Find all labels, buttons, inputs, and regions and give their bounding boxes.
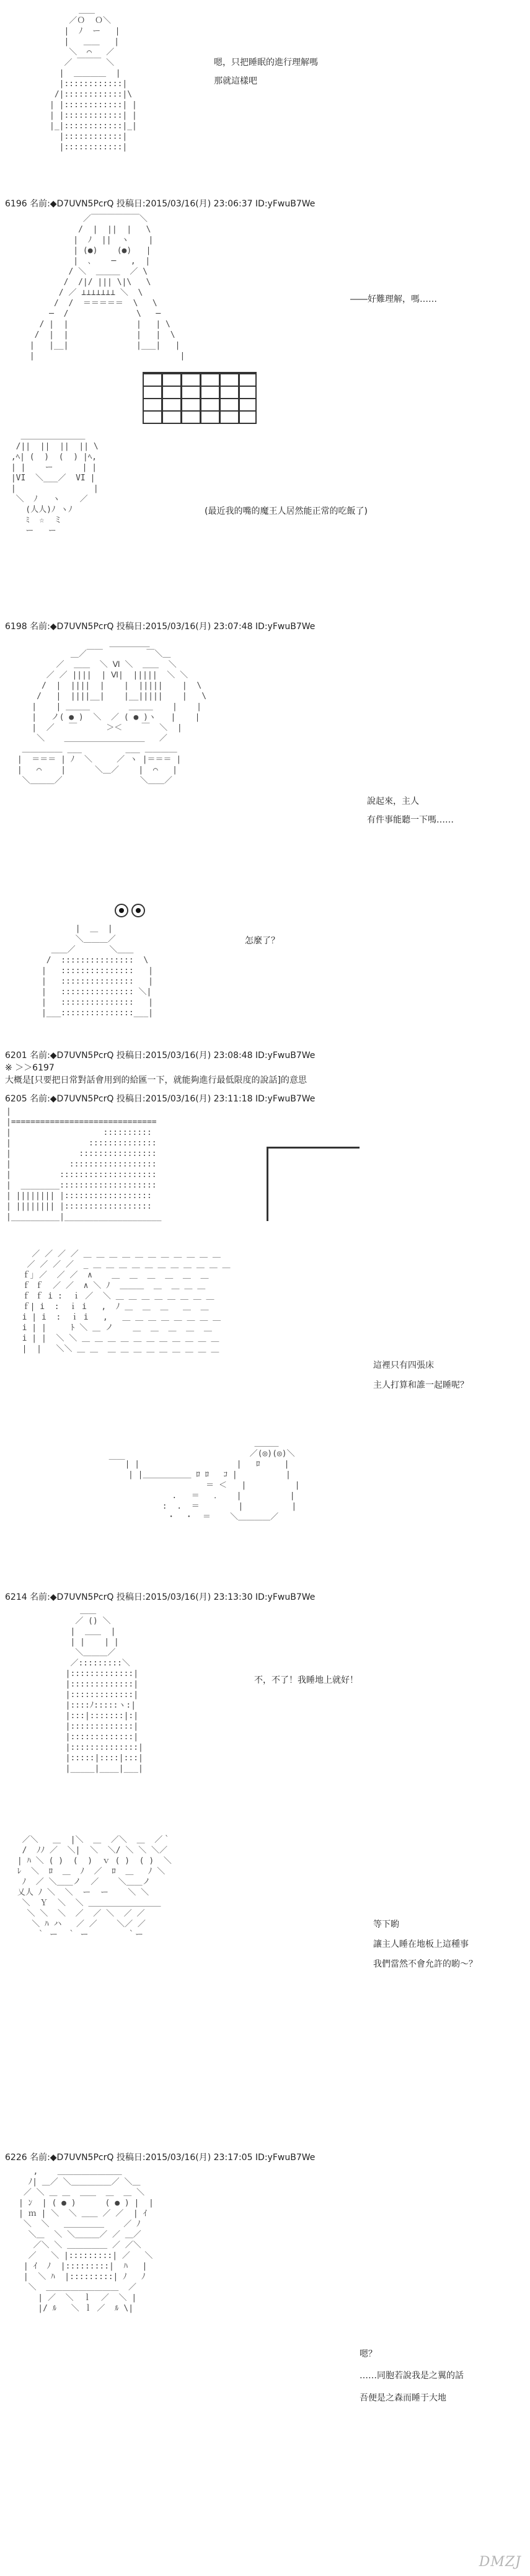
dialogue-line: 有件事能聽一下嗎…… bbox=[367, 815, 454, 825]
chest-armor-grid bbox=[143, 372, 257, 424]
dialogue-line: 那就這樣吧 bbox=[214, 76, 257, 86]
reference-note: ※ ＞＞6197 bbox=[5, 1063, 55, 1073]
dialogue-line: 等下喲 bbox=[373, 1920, 399, 1930]
ascii-art-panel-11: , ＿＿＿＿＿＿＿＿ ﾉ| ＿／ ＼＿＿＿＿＿／ ＼＿ ／ ＼ ＿ ＿ ＿＿ ＿ ＿ ＼ | ﾝ | ( ● ) ( ● ) | | | ｍ | ＼ ＼ ＿＿ ／ ／ | ｲ ＼ ＼ ＿＿＿＿＿ ／ ﾉ ＼＿ ＼ ＼＿＿＿／ ／ ＿／ ／＼ ＼ ＿＿＿＿＿ ／ ／＼ ／ ＼ |:::::::::| ／ ＼ | ｲ ﾉ |:::::::::| ﾊ | | ＼ ﾊ |:::::::::| ﾉ ﾉ ＼ ＿＿＿＿＿＿＿＿＿ ／ | ／ ＼ ｌ ／ ＼ | |/ ﾙ ＼ ｌ ／ ﾙ \| bbox=[19, 2167, 154, 2313]
post-header: 6226 名前:◆D7UVN5PcrQ 投稿日:2015/03/16(月) 23:17:05 ID:yFwuB7We bbox=[5, 2153, 316, 2163]
ascii-art-panel-10: ／＼ ＿ |＼ ＿ ／＼ ＿ ／｀ / ﾉﾉ ／ ＼| ＼ ＼/ ＼ ＼ ＼／ | ﾊ ＼ ( ) ( ) ｖ ( ) ( ) ＼ ﾚ ＼ ﾛ ＿ ﾉ ／ ﾛ ＿ ﾉ ＼ ﾉ ／ ＼＿＿ノ ／ ＼＿＿ノ 乂人 ﾉ ＼ ＼ ー ー ＼ ＼ ＼ Ｙ ＼ ＼ ＿＿＿＿＿＿＿＿＿ ＼ ＼ ＼ ／ ／ ＼ ／ ／ ＼ ﾊ ハ ／ ／ ＼／ ／ ｀ ー ｀ ー ｀ー bbox=[17, 1835, 172, 1939]
ascii-art-panel-9: ＿＿ ／ () ＼ | ＿＿ | | | | | ＼＿＿＿／ ／:::::::::＼ |:::::::::::::| |:::::::::::::| |:::::::::::::| |::::ﾉ:::::ヽ:| |:::|:::::::|:| |:::::::::::::| |:::::::::::::| |::::::::::::::| |:::::|::::|:::| |_____|____|___| bbox=[65, 1606, 143, 1773]
dialogue-line: 說起來，主人 bbox=[367, 796, 419, 806]
ascii-art-panel-7: ／ ／ ／ ／ ＿ ＿ ＿ ＿ ＿ ＿ ＿ ＿ ＿ ＿ ＿ ／ ／ ／ ／ _ ＿ ＿ ＿ ＿ ＿ ＿ ＿ ＿ ＿ ＿ ＿ ｆ｣ ／ ／ ／ ∧ ＿ ＿ ＿ ＿ ＿ ＿ ｆ ｆ ／ ／ ∧ ＼ ﾉ ＿＿＿ ＿ ＿ ＿ ＿ ｆ ｆ i : ｉ ／ ＼ ＿ ＿ ＿ ＿ ＿ ＿ ＿ ＿ ｆ| i : ｉ i , ﾉ ＿ ＿ ＿ ＿ ＿ i | i : ｉ i , ＿ ＿ ＿ ＿ ＿ ＿ ＿ ＿ i | | ﾄ ＼ ＿ ノ ＿ ＿ ＿ ＿ ＿ i | | ＼ ＼ ＿ ＿ ＿ ＿ ＿ ＿ ＿ ＿ ＿ ＿ ＿ | | ＼＼ ＿ ＿ ＿ ＿ ＿ ＿ ＿ ＿ ＿ ＿ ＿ bbox=[22, 1250, 231, 1354]
dialogue-line: 怎麼了？ bbox=[245, 936, 280, 946]
dialogue-line: ――好難理解，嗎…… bbox=[350, 294, 437, 304]
dialogue-line: 不，不了！我睡地上就好！ bbox=[254, 1675, 358, 1685]
dialogue-line: 這裡只有四張床 bbox=[373, 1361, 434, 1370]
dialogue-line: 嗯？ bbox=[360, 2349, 377, 2359]
ascii-art-panel-2: ／￣￣￣￣￣￣＼ / | || | \ | ﾉ || ヽ | | (●) (●) | | ､ ─ , | / ＼ ＿＿＿ ／ \ / /|/ ||| \|\ \ / ／ ⊥⊥⊥⊥⊥⊥⊥ ＼ \ / / ＝＝＝＝＝ \ \ ─ / \ ─ / | | | | \ / | | | | \ | |__| |___| | | | bbox=[29, 214, 185, 361]
dialogue-line: 吾便是之森而睡于大地 bbox=[360, 2393, 446, 2403]
ascii-art-panel-6: | |============================== | :::::::::: | :::::::::::::: | :::::::::::::::: | :::::::::::::::::: | :::::::::::::::::::: | ________:::::::::::::::::::: | |||||||| |:::::::::::::::::: | |||||||| |:::::::::::::::::: |__________|____________________ bbox=[6, 1107, 162, 1222]
post-header: 6205 名前:◆D7UVN5PcrQ 投稿日:2015/03/16(月) 23:11:18 ID:yFwuB7We bbox=[5, 1094, 316, 1104]
watermark-logo: DMZJ bbox=[479, 2554, 521, 2570]
post-header: 6201 名前:◆D7UVN5PcrQ 投稿日:2015/03/16(月) 23:08:48 ID:yFwuB7We bbox=[5, 1051, 316, 1061]
ascii-art-panel-4: ＿＿＿＿＿ ＿／￣￣ ￣＼＿ ／ ＿＿ ＼ Ⅵ ＼ ＿＿ ＼ ／ ／ |||| | Ⅵ| ||||| ＼ ＼ / | |||| | | ||||| | \ / | ||||__| |__||||| | \ | | ＿＿＿ ＿＿＿ | | | ノ( ● ) ＼ ／ ( ● )ヽ | | | ／ ￣ ＞＜ ￣ ＼ | ＼ ＿＿＿＿＿＿＿＿＿＿ ／ ＿＿＿＿＿ ___ ___ ＿＿＿＿ | ＝＝＝ | ﾉ ＼ ／ ヽ |＝＝＝ | | ⌒ | ＼＿／ | ⌒ | ＼＿＿＿／ ＼＿＿／ bbox=[17, 639, 207, 785]
post-header: 6196 名前:◆D7UVN5PcrQ 投稿日:2015/03/16(月) 23:06:37 ID:yFwuB7We bbox=[5, 199, 316, 209]
ascii-art-panel-1: ＿＿ ／Ｏ Ｏ＼ | ﾉ ー | | ＿＿ | ＼ ⌒ ／ ／ ￣￣￣ ＼ | ＿＿＿＿ | |::::::::::::| /|::::::::::::|\ | |::::::::::::| | | |::::::::::::| | |_|::::::::::::|_| |::::::::::::| |::::::::::::| bbox=[50, 6, 137, 152]
post-header: 6214 名前:◆D7UVN5PcrQ 投稿日:2015/03/16(月) 23:13:30 ID:yFwuB7We bbox=[5, 1592, 316, 1602]
right-eye-icon bbox=[131, 904, 145, 917]
ascii-art-panel-5: | ＿ | ＼＿＿＿／ ＿＿／ ＼＿＿ / ::::::::::::::: \ | ::::::::::::::: | | ::::::::::::::: | | ::::::::::::::: ＼| | ::::::::::::::: | |___:::::::::::::::___| bbox=[41, 924, 153, 1018]
dialogue-line: (最近我的嘴的魔王人居然能正常的吃飯了) bbox=[205, 506, 368, 516]
dialogue-line: 主人打算和誰一起睡呢？ bbox=[373, 1380, 469, 1390]
footnote-text: 大概是[只要把日常對話會用到的給匯一下，就能夠進行最低限度的說話]的意思 bbox=[5, 1075, 307, 1085]
left-eye-icon bbox=[115, 904, 128, 917]
dialogue-line: 嗯，只把睡眠的進行理解嗎 bbox=[214, 58, 318, 68]
window-frame bbox=[267, 1147, 360, 1221]
dialogue-line: ……同胞若說我是之翼的話 bbox=[360, 2371, 464, 2381]
post-header: 6198 名前:◆D7UVN5PcrQ 投稿日:2015/03/16(月) 23:07:48 ID:yFwuB7We bbox=[5, 622, 316, 632]
dialogue-line: 我們當然不會允許的喲～？ bbox=[373, 1959, 477, 1969]
ascii-art-panel-3: ＿＿＿＿＿＿＿＿ /|| || || || \ ,ﾍ| ( ) ( ) |ﾍ, | | ー | | |VI ＼___／ VI | | | ＼ ﾉ ヽ ／ (人人)ﾉ ヽﾉ ﾐ ☆ ミ ー ー bbox=[11, 431, 99, 536]
ascii-art-panel-8: ＿＿＿ ／(◎)(◎)＼ ￣￣| | | ﾛ | | |＿＿＿＿＿＿ ﾛ ﾛ ｺ | | ＝ ＜ | | . ＝ ． | | : . ＝ | | ・ ・ ＝ ＼＿＿＿＿／ bbox=[108, 1439, 300, 1522]
dialogue-line: 讓主人睡在地板上這種事 bbox=[373, 1939, 469, 1949]
